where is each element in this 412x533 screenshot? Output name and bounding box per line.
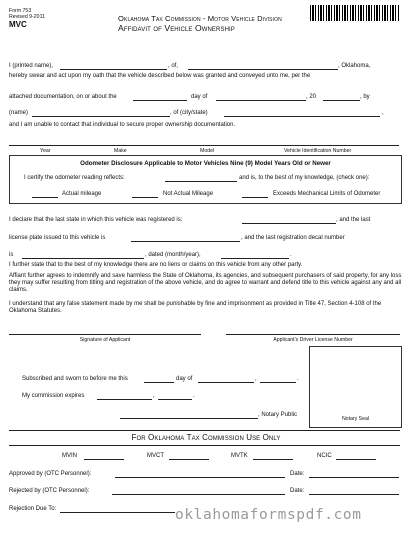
col-vin: Vehicle Identification Number	[284, 148, 352, 154]
sworn-month-field[interactable]	[198, 382, 254, 383]
penalty-text: I understand that any false statement made by me shall be punishable by fine and imprisonment as provided in Title 47, Section 4-108 of the Oklahoma Statutes.	[9, 301, 382, 314]
approved-by-label: Approved by (OTC Personnel):	[9, 471, 92, 477]
oklahoma-label: , Oklahoma,	[338, 63, 371, 69]
actual-mileage-check[interactable]	[32, 197, 58, 198]
form-code: MVC	[9, 20, 27, 29]
sworn-day-of-label: day of	[176, 376, 193, 382]
is-label: is	[9, 252, 14, 258]
notary-public-label: , Notary Public	[258, 412, 298, 418]
city-field[interactable]	[188, 69, 338, 70]
otc-section-title: For Oklahoma Tax Commission Use Only	[131, 433, 281, 442]
indemnify-text: Affiant further agrees to indemnify and save harmless the State of Oklahoma, its agencies, and subsequent purchasers of said property, for any loss they may suffer resulting from titling and registration of the above vehicle, and do agree to warrant and defend title to this vehicle against any and all claims.	[9, 273, 402, 293]
by-label: , by	[360, 94, 370, 100]
license-plate-field[interactable]	[131, 241, 240, 242]
attached-label: attached documentation, on or about the	[9, 94, 117, 100]
notary-seal-label: Notary Seal	[341, 416, 370, 422]
odometer-title: Odometer Disclosure Applicable to Motor Vehicles Nine (9) Model Years Old or Newer	[80, 160, 331, 167]
col-year: Year	[40, 148, 51, 154]
printed-name-label: I (printed name),	[9, 63, 54, 69]
decal-date-field[interactable]	[221, 258, 289, 259]
sworn-year-field[interactable]	[260, 382, 296, 383]
col-model: Model	[200, 148, 215, 154]
unable-text: and I am unable to contact that individual to secure proper ownership documentation.	[9, 122, 236, 128]
applicant-signature-label: Signature of Applicant	[79, 337, 131, 343]
mvtk-field[interactable]	[253, 459, 293, 460]
ncic-field[interactable]	[336, 459, 376, 460]
check-one-label: and is, to the best of my knowledge, (check one):	[239, 175, 370, 181]
driver-license-label: Applicant's Driver License Number	[273, 337, 353, 343]
declare-label: I declare that the last state in which this vehicle was registered is:	[9, 217, 183, 223]
oath-text: hereby swear and act upon my oath that the vehicle described below was granted and conveyed unto me, per the	[9, 73, 311, 79]
rejected-date-label: Date:	[290, 488, 305, 494]
name-label: (name)	[9, 110, 29, 116]
approved-by-field[interactable]	[115, 477, 285, 478]
applicant-signature-field[interactable]	[9, 334, 201, 335]
conveyed-year-field[interactable]	[323, 100, 360, 101]
no-liens-text: I further state that to the best of my knowledge there are no liens or claims on this vehicle from any other party.	[9, 262, 303, 268]
approved-date-field[interactable]	[309, 477, 399, 478]
last-state-field[interactable]	[242, 223, 336, 224]
approved-date-label: Date:	[290, 471, 305, 477]
odometer-reading-field[interactable]	[165, 181, 237, 182]
mvct-label: MVCT	[147, 453, 164, 459]
and-last-label: , and the last	[336, 217, 371, 223]
year-label: , 20	[306, 94, 317, 100]
grantor-name-field[interactable]	[32, 116, 170, 117]
dated-label: , dated (month/year),	[145, 252, 201, 258]
col-make: Make	[114, 148, 127, 154]
rejected-by-label: Rejected by (OTC Personnel):	[9, 488, 90, 494]
actual-mileage-label: Actual mileage	[62, 191, 102, 197]
revision-date: Revised 9-2011	[9, 14, 45, 20]
mvin-label: MVIN	[62, 453, 77, 459]
printed-name-field[interactable]	[60, 69, 167, 70]
mvin-field[interactable]	[84, 459, 124, 460]
rejected-by-field[interactable]	[112, 494, 285, 495]
rejected-date-field[interactable]	[309, 494, 399, 495]
grantor-city-state-field[interactable]	[224, 116, 380, 117]
mvtk-label: MVTK	[231, 453, 248, 459]
not-actual-mileage-check[interactable]	[132, 197, 158, 198]
form-number: Form 753	[9, 8, 32, 14]
city-state-label: , of (city/state)	[170, 110, 208, 116]
odometer-box	[9, 155, 402, 204]
sworn-day-field[interactable]	[144, 382, 174, 383]
decal-number-field[interactable]	[22, 258, 144, 259]
commission-year-field[interactable]	[158, 399, 192, 400]
commission-label: My commission expires	[22, 393, 85, 399]
mvct-field[interactable]	[169, 459, 209, 460]
form-title: Affidavit of Vehicle Ownership	[118, 23, 235, 33]
subscribed-label: Subscribed and sworn to before me this	[22, 376, 128, 382]
vehicle-description-field[interactable]	[9, 145, 399, 146]
exceeds-limits-label: Exceeds Mechanical Limits of Odometer	[273, 191, 381, 197]
rejection-reason-field[interactable]	[60, 512, 175, 513]
of-label: , of,	[168, 63, 179, 69]
certify-label: I certify the odometer reading reflects:	[24, 175, 125, 181]
day-of-label: day of	[191, 94, 208, 100]
conveyed-day-field[interactable]	[133, 100, 187, 101]
plate-label: license plate issued to this vehicle is	[9, 235, 106, 241]
rejection-reason-label: Rejection Due To:	[9, 506, 57, 512]
commission-month-field[interactable]	[97, 399, 152, 400]
driver-license-field[interactable]	[226, 334, 400, 335]
agency-name: Oklahoma Tax Commission - Motor Vehicle Division	[118, 14, 282, 23]
notary-signature-field[interactable]	[120, 418, 258, 419]
conveyed-month-field[interactable]	[216, 100, 306, 101]
watermark-text: oklahomaformspdf.com	[175, 507, 362, 523]
decal-label: , and the last registration decal number	[241, 235, 345, 241]
notary-seal-box	[309, 346, 402, 428]
not-actual-mileage-label: Not Actual Mileage	[163, 191, 214, 197]
barcode	[310, 5, 400, 21]
ncic-label: NCIC	[317, 453, 332, 459]
exceeds-limits-check[interactable]	[242, 197, 268, 198]
